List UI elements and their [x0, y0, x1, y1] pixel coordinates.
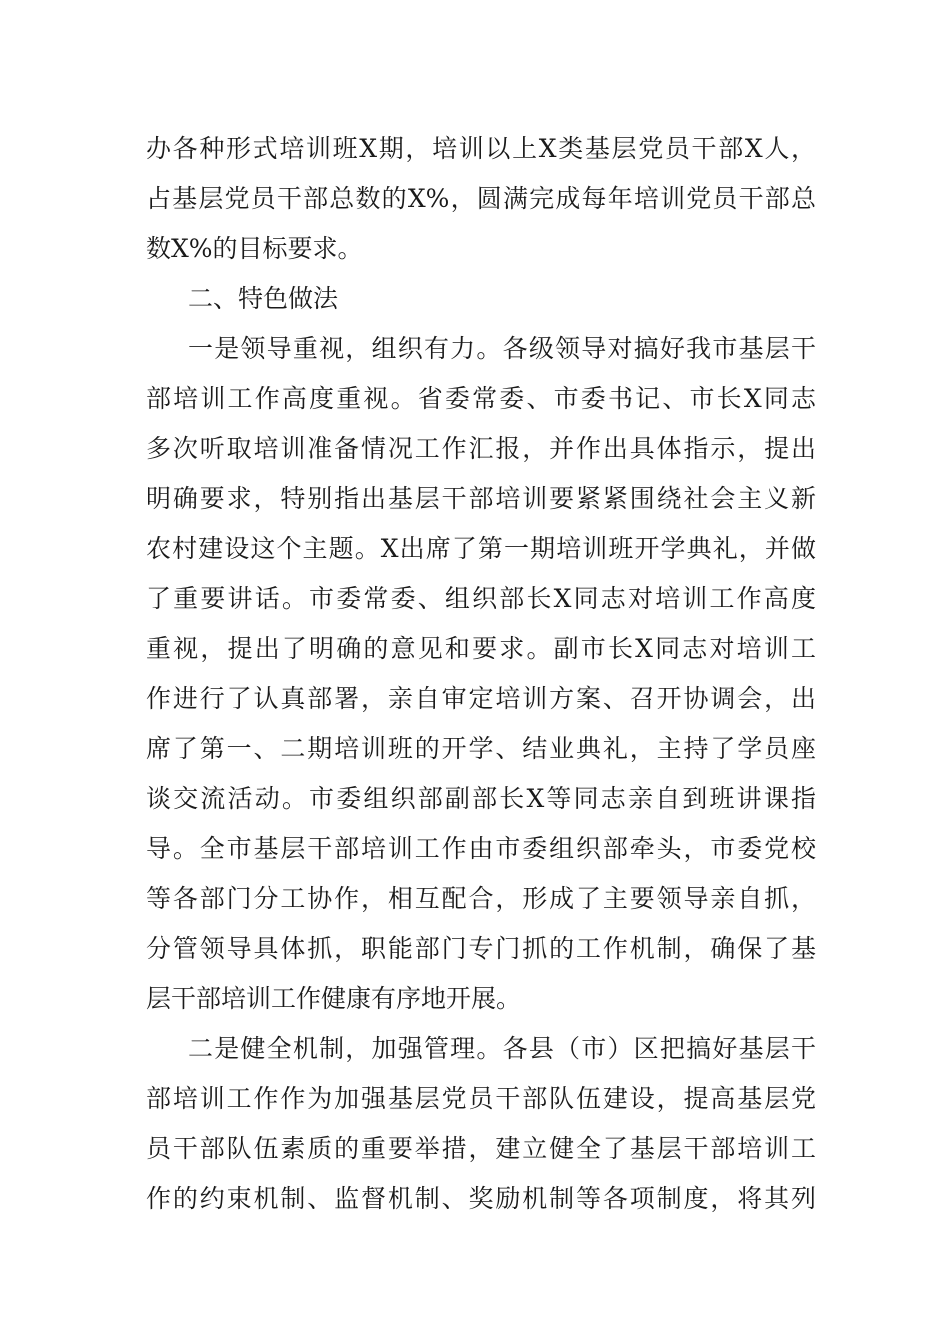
body-text-line: 部培训工作高度重视。省委常委、市委书记、市长X同志: [146, 384, 816, 413]
body-text-line: 办各种形式培训班X期，培训以上X类基层党员干部X人，: [146, 134, 816, 163]
body-text-line: 数X%的目标要求。: [146, 234, 363, 263]
body-text-line: 了重要讲话。市委常委、组织部长X同志对培训工作高度: [146, 584, 816, 613]
body-text-line: 部培训工作作为加强基层党员干部队伍建设，提高基层党: [146, 1084, 816, 1113]
body-text-line: 席了第一、二期培训班的开学、结业典礼，主持了学员座: [146, 734, 816, 763]
body-text-line: 员干部队伍素质的重要举措，建立健全了基层干部培训工: [146, 1134, 816, 1163]
paragraph-first-line: 一是领导重视，组织有力。各级领导对搞好我市基层干: [188, 334, 816, 363]
body-text-line: 明确要求，特别指出基层干部培训要紧紧围绕社会主义新: [146, 484, 816, 513]
body-text-line: 农村建设这个主题。X出席了第一期培训班开学典礼，并做: [146, 534, 816, 563]
body-text-line: 作的约束机制、监督机制、奖励机制等各项制度，将其列: [146, 1184, 816, 1213]
body-text-line: 作进行了认真部署，亲自审定培训方案、召开协调会，出: [146, 684, 816, 713]
paragraph-first-line: 二是健全机制，加强管理。各县（市）区把搞好基层干: [188, 1034, 816, 1063]
body-text-line: 重视，提出了明确的意见和要求。副市长X同志对培训工: [146, 634, 816, 663]
body-text-line: 谈交流活动。市委组织部副部长X等同志亲自到班讲课指: [146, 784, 816, 813]
body-text-line: 等各部门分工协作，相互配合，形成了主要领导亲自抓，: [146, 884, 816, 913]
body-text-line: 多次听取培训准备情况工作汇报，并作出具体指示，提出: [146, 434, 816, 463]
body-text-line: 占基层党员干部总数的X%，圆满完成每年培训党员干部总: [146, 184, 816, 213]
body-text-line: 分管领导具体抓，职能部门专门抓的工作机制，确保了基: [146, 934, 816, 963]
body-text-line: 导。全市基层干部培训工作由市委组织部牵头，市委党校: [146, 834, 816, 863]
section-heading: 二、特色做法: [188, 284, 339, 313]
body-text-line: 层干部培训工作健康有序地开展。: [146, 984, 522, 1013]
